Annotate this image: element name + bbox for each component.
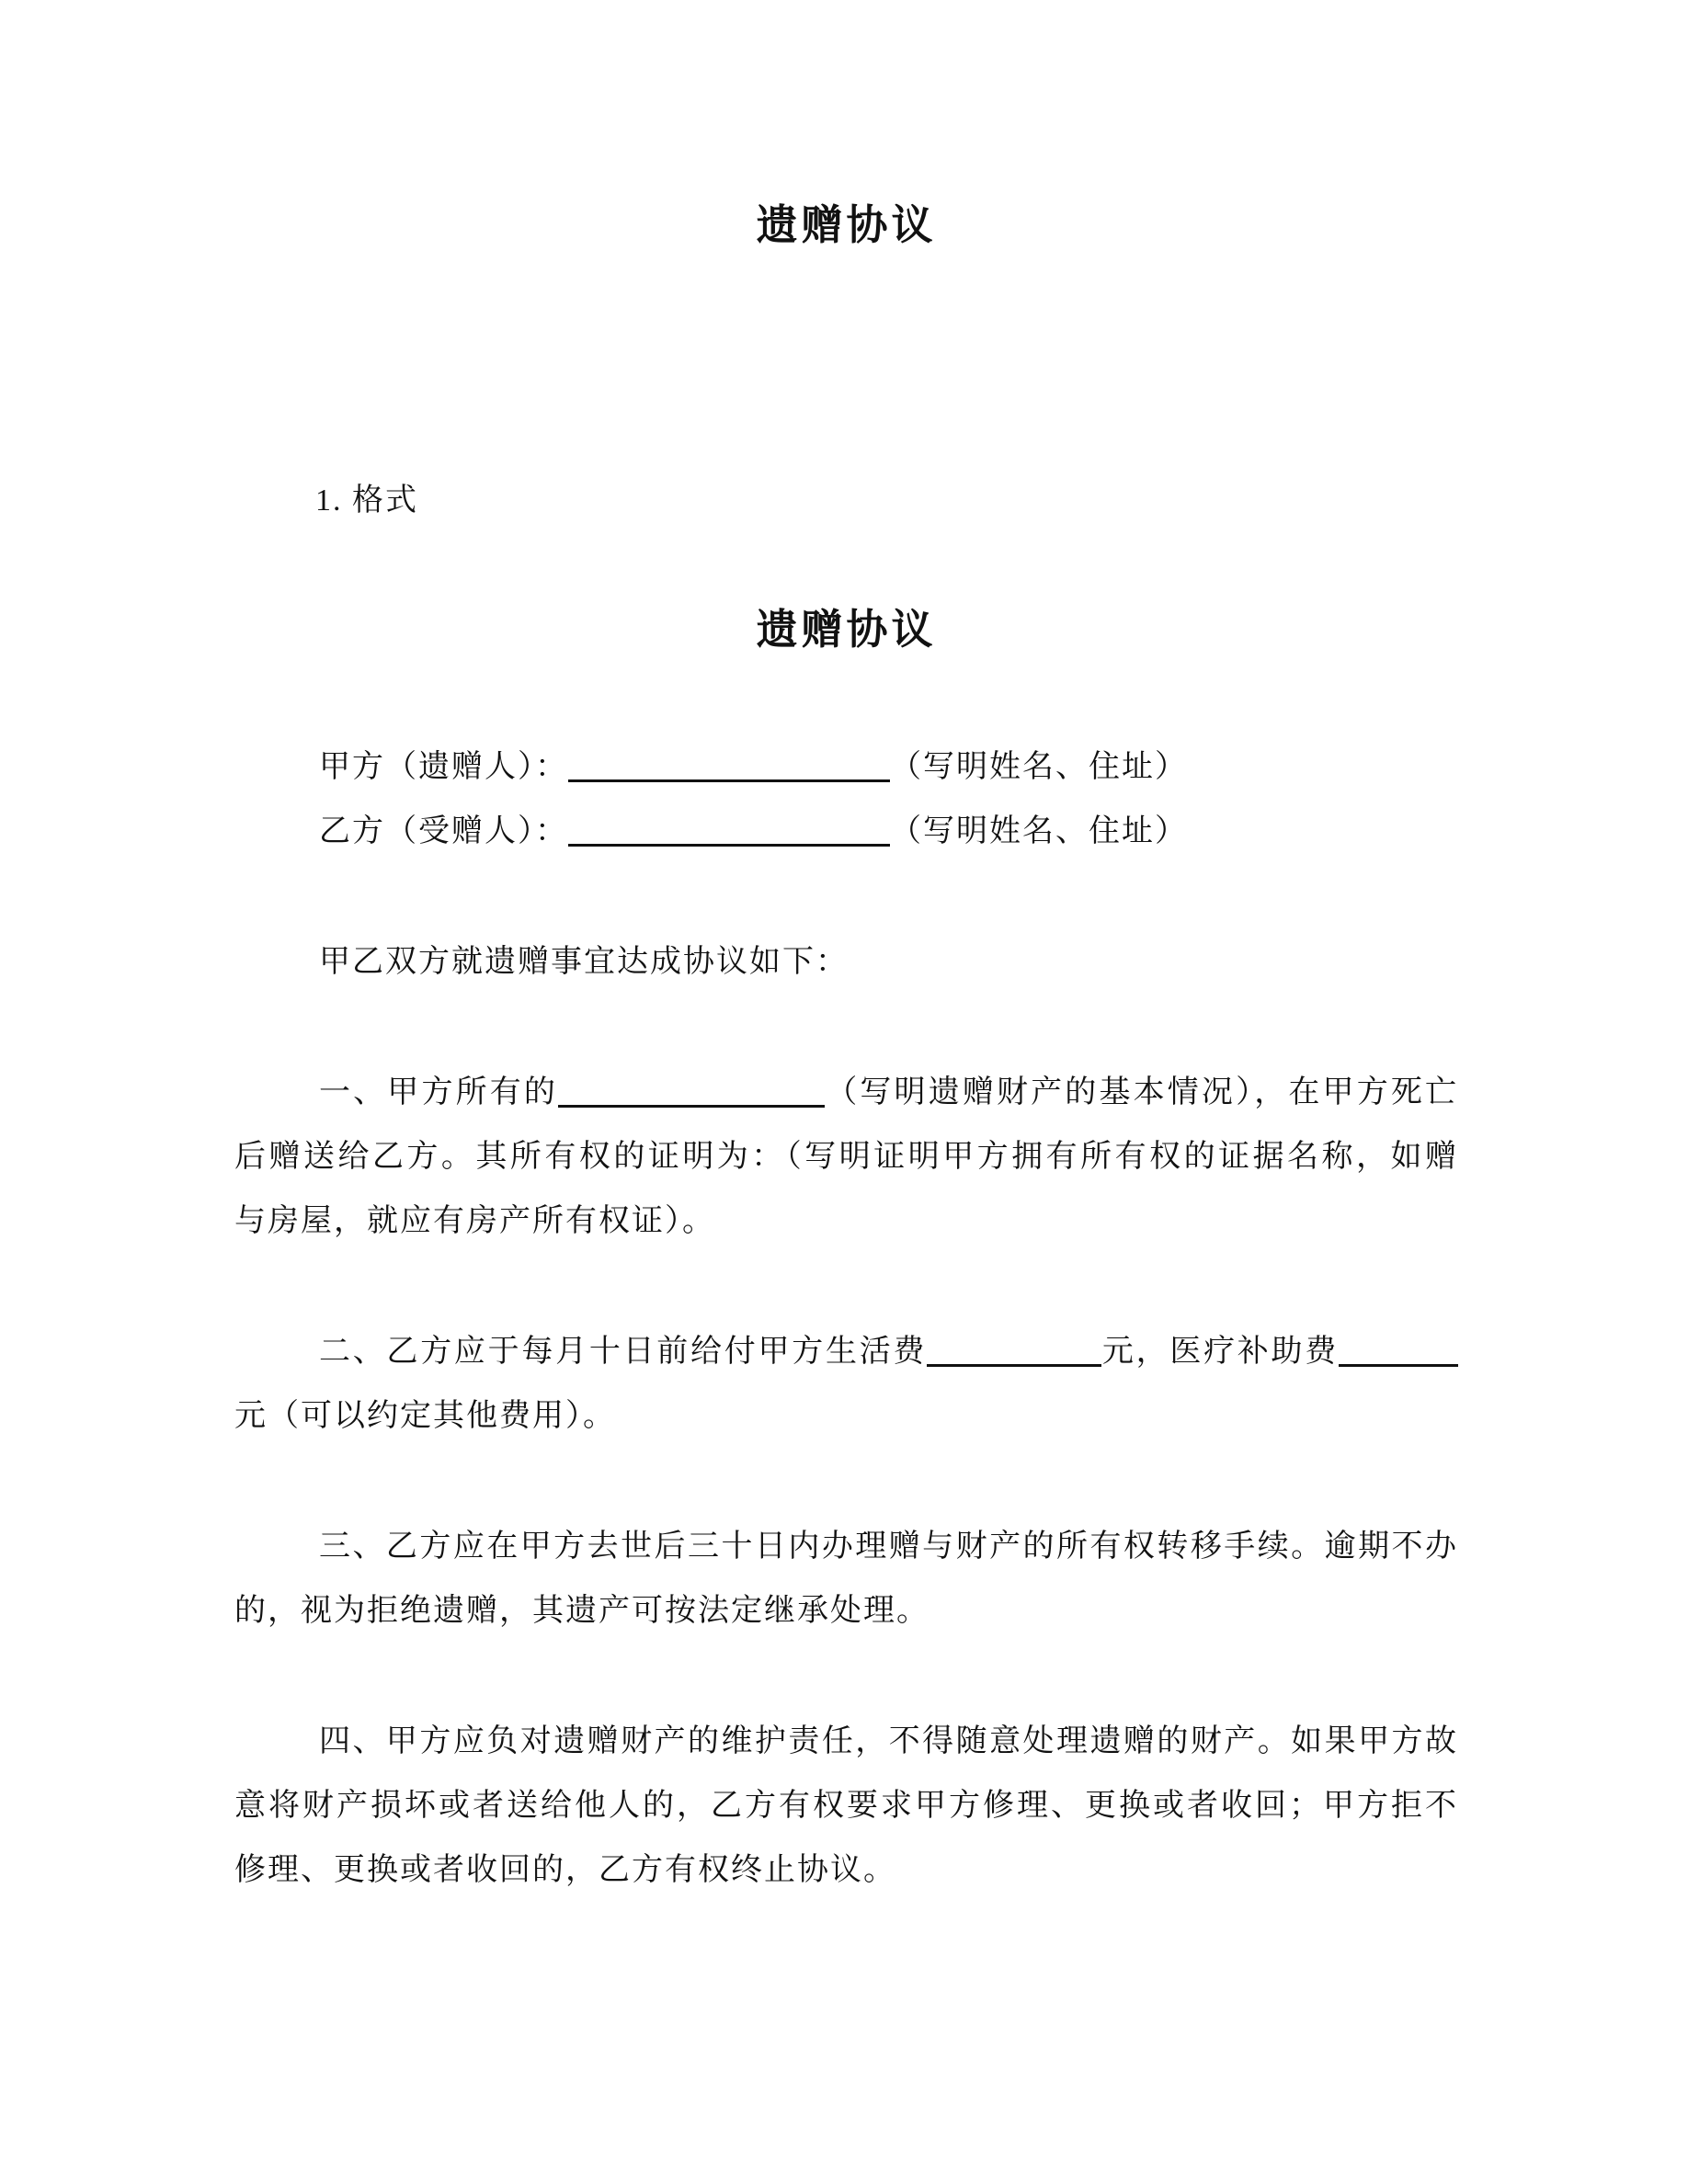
fill-in-blank [568, 813, 890, 847]
fill-in-blank [568, 748, 890, 782]
text-run: 元，医疗补助费 [1101, 1335, 1340, 1369]
party-b-line [234, 800, 1458, 864]
clause-1-text-line-1 [234, 1061, 1458, 1125]
clause-1-text-line-3 [234, 1189, 1458, 1254]
text-run: 元（可以约定其他费用）。 [234, 1399, 616, 1433]
text-run: 三、乙方应在甲方去世后三十日内办理赠与财产的所有权转移手续。逾期不办 [319, 1530, 1458, 1564]
clause-4 [234, 1710, 1458, 1903]
text-run: 二、乙方应于每月十日前给付甲方生活费 [319, 1335, 928, 1369]
party-b-line-text-line-1 [234, 800, 1458, 864]
text-run: 与房屋，就应有房产所有权证）。 [234, 1204, 715, 1238]
clause-1-text-line-2 [234, 1125, 1458, 1189]
clause-4-text-line-2 [234, 1774, 1458, 1838]
clause-1 [234, 1061, 1458, 1254]
text-run: 后赠送给乙方。其所有权的证明为：（写明证明甲方拥有所有权的证据名称，如赠 [234, 1140, 1458, 1174]
intro-line [234, 930, 1458, 995]
clause-4-text-line-3 [234, 1838, 1458, 1903]
text-run: （写明遗赠财产的基本情况），在甲方死亡 [825, 1075, 1458, 1109]
text-run: 修理、更换或者收回的，乙方有权终止协议。 [234, 1853, 896, 1887]
fill-in-blank [1339, 1333, 1458, 1367]
party-a-line [234, 735, 1458, 800]
clause-2-text-line-2 [234, 1384, 1458, 1449]
text-run: 四、甲方应负对遗赠财产的维护责任，不得随意处理遗赠的财产。如果甲方故 [319, 1724, 1458, 1758]
form-title: 遗赠协议 [756, 607, 937, 653]
clause-4-text-line-1 [234, 1710, 1458, 1774]
clause-2 [234, 1320, 1458, 1449]
text-run: 意将财产损坏或者送给他人的，乙方有权要求甲方修理、更换或者收回；甲方拒不 [234, 1789, 1458, 1823]
clause-3-text-line-1 [234, 1515, 1458, 1579]
party-a-line-text-line-1 [234, 735, 1458, 800]
text-run: （写明姓名、住址） [890, 750, 1188, 784]
text-run: 甲方（遗赠人）： [319, 750, 568, 784]
paragraphs [234, 735, 1458, 1903]
text-run: 一、甲方所有的 [319, 1075, 559, 1109]
intro-line-text-line-1 [234, 930, 1458, 995]
fill-in-blank [558, 1074, 825, 1108]
clause-3-text-line-2 [234, 1579, 1458, 1644]
text-run: （写明姓名、住址） [890, 814, 1188, 848]
text-run: 的，视为拒绝遗赠，其遗产可按法定继承处理。 [234, 1594, 930, 1628]
fill-in-blank [927, 1333, 1101, 1367]
text-run: 乙方（受赠人）： [319, 814, 568, 848]
text-run: 甲乙双方就遗赠事宜达成协议如下： [319, 945, 849, 979]
clause-2-text-line-1 [234, 1320, 1458, 1384]
document-title: 遗赠协议 [756, 202, 937, 248]
clause-3 [234, 1515, 1458, 1644]
section-label: 1. 格式 [315, 483, 418, 518]
